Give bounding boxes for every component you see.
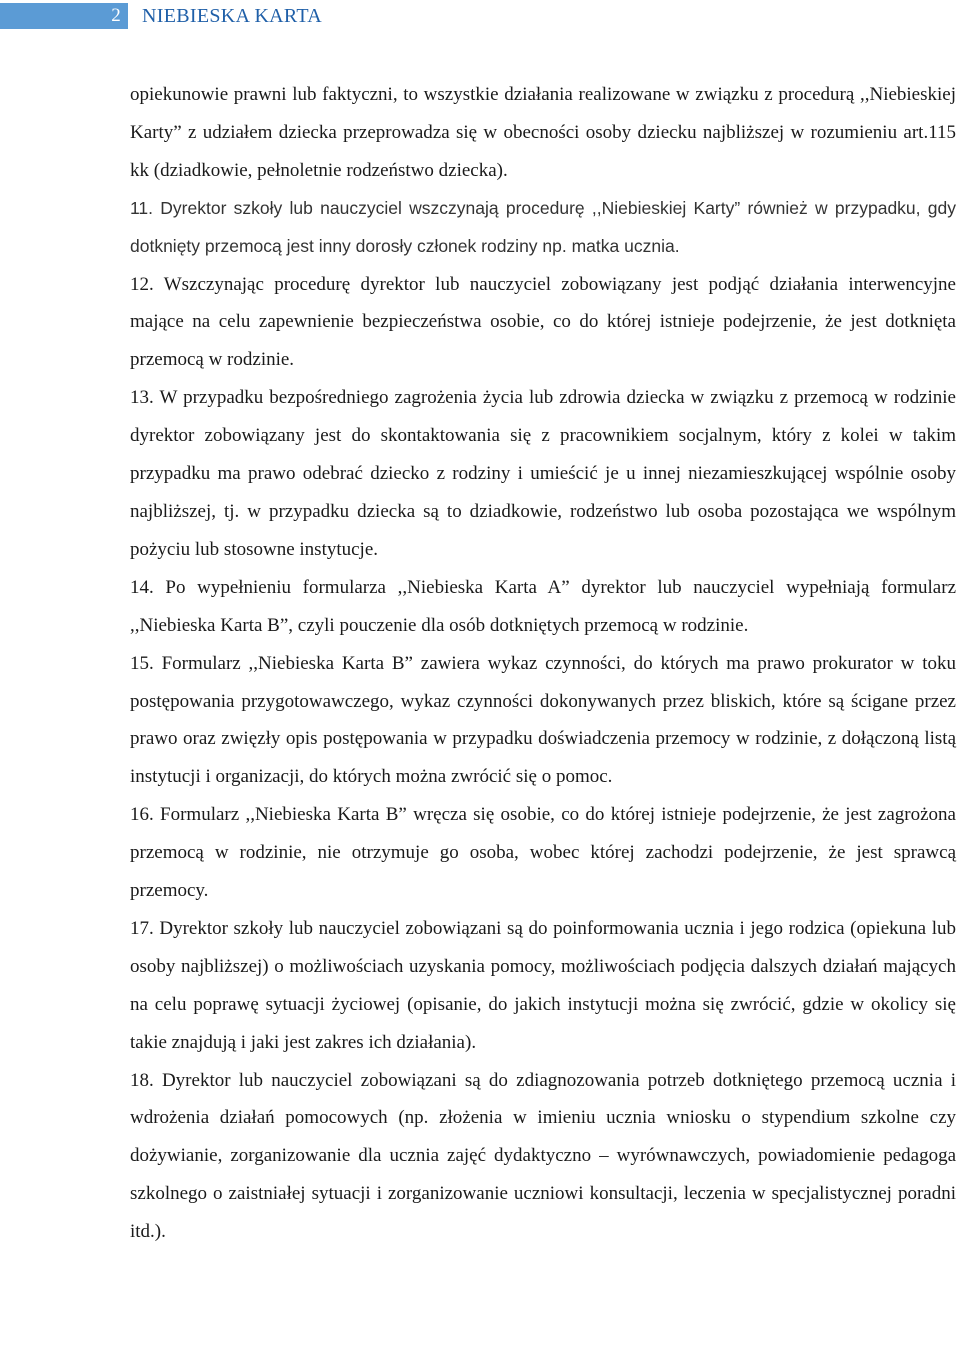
paragraph-15: 15. Formularz ,,Niebieska Karta B” zawiera wykaz czynności, do których ma prawo prokurator w toku postępowania przygotowawczego, wykaz czynności dokonywanych przez bliskich, które są ścigane przez prawo oraz zwięzły opis postępowania w przypadku doświadczenia przemocy w rodzinie, z dołączoną listą instytucji i organizacji, do których można zwrócić się o pomoc. <box>130 652 956 788</box>
paragraph-17: 17. Dyrektor szkoły lub nauczyciel zobowiązani są do poinformowania ucznia i jego rodzica (opiekuna lub osoby najbliższej) o możliwościach uzyskania pomocy, możliwościach podjęcia dalszych działań mających na celu poprawę sytuacji życiowej (opisanie, do jakich instytucji można się zwrócić, gdzie w okolicy się takie znajdują i jaki jest zakres ich działania). <box>130 917 956 1053</box>
page-number: 2 <box>111 5 121 26</box>
paragraph-14: 14. Po wypełnieniu formularza ,,Niebieska Karta A” dyrektor lub nauczyciel wypełniają formularz ,,Niebieska Karta B”, czyli pouczenie dla osób dotkniętych przemocą w rodzinie. <box>130 576 956 636</box>
paragraph-11: 11. Dyrektor szkoły lub nauczyciel wszczynają procedurę ,,Niebieskiej Karty” również w przypadku, gdy dotknięty przemocą jest inny dorosły członek rodziny np. matka ucznia. <box>130 197 956 256</box>
paragraph-16: 16. Formularz ,,Niebieska Karta B” wręcza się osobie, co do której istnieje podejrzenie, że jest zagrożona przemocą w rodzinie, nie otrzymuje go osoba, wobec której zachodzi podejrzenie, że jest sprawcą przemocy. <box>130 804 956 902</box>
paragraph-12: 12. Wszczynając procedurę dyrektor lub nauczyciel zobowiązany jest podjąć działania interwencyjne mające na celu zapewnienie bezpieczeństwa osobie, co do której istnieje podejrzenie, że jest dotknięta przemocą w rodzinie. <box>130 273 956 371</box>
paragraph-13: 13. W przypadku bezpośredniego zagrożenia życia lub zdrowia dziecka w związku z przemocą w rodzinie dyrektor zobowiązany jest do skontaktowania się z pracownikiem socjalnym, który z kolei w takim przypadku ma prawo odebrać dziecko z rodziny i umieścić je u innej niezamieszkującej wspólnie osoby najbliższej, tj. w przypadku dziecka są to dziadkowie, rodzeństwo lub osoba pozostająca we wspólnym pożyciu lub stosowne instytucje. <box>130 387 956 560</box>
document-body <box>130 76 956 1251</box>
header-title: NIEBIESKA KARTA <box>142 5 323 27</box>
paragraph-continuation: opiekunowie prawni lub faktyczni, to wszystkie działania realizowane w związku z procedurą ,,Niebieskiej Karty” z udziałem dziecka przeprowadza się w obecności osoby dziecku najbliższej w rozumieniu art.115 kk (dziadkowie, pełnoletnie rodzeństwo dziecka). <box>130 84 956 181</box>
page-header <box>0 0 960 34</box>
page-number-badge <box>0 3 128 29</box>
paragraph-18: 18. Dyrektor lub nauczyciel zobowiązani są do zdiagnozowania potrzeb dotkniętego przemocą ucznia i wdrożenia działań pomocowych (np. złożenia w imieniu ucznia wniosku o stypendium szkolne czy dożywianie, zorganizowanie dla ucznia zajęć dydaktyczno – wyrównawczych, powiadomienie pedagoga szkolnego o zaistniałej sytuacji i zorganizowanie uczniowi konsultacji, leczenia w specjalistycznej poradni itd.). <box>130 1069 956 1243</box>
